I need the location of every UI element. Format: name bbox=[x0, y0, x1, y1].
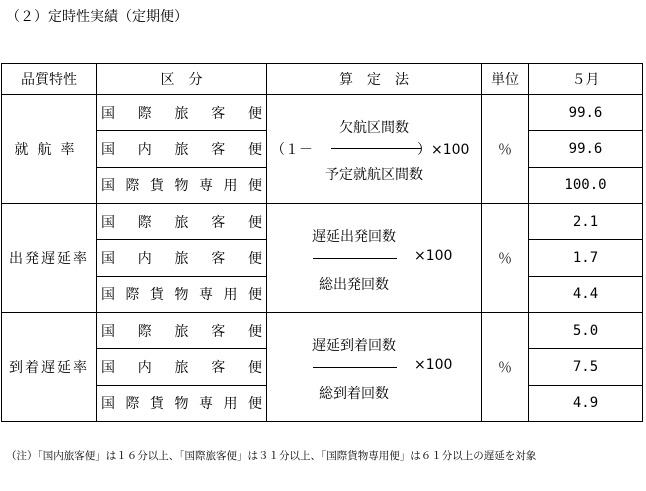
category-cell: 就航率 bbox=[2, 95, 97, 204]
fraction-line bbox=[313, 367, 397, 368]
segment-cell: 国内旅客便 bbox=[97, 131, 267, 167]
formula-close: ）×100 bbox=[417, 142, 470, 158]
formula-numerator: 遅延出発回数 bbox=[312, 229, 396, 245]
header-quality: 品質特性 bbox=[2, 64, 97, 95]
formula-denominator: 総出発回数 bbox=[319, 277, 389, 293]
header-unit: 単位 bbox=[482, 64, 529, 95]
formula-cell bbox=[267, 204, 482, 313]
formula-close: ×100 bbox=[414, 357, 453, 373]
punctuality-table bbox=[1, 63, 643, 422]
formula-numerator: 遅延到着回数 bbox=[312, 338, 396, 354]
segment-cell: 国内旅客便 bbox=[97, 240, 267, 276]
segment-cell: 国際旅客便 bbox=[97, 204, 267, 240]
header-segment: 区 分 bbox=[97, 64, 267, 95]
segment-cell: 国際貨物専用便 bbox=[97, 276, 267, 312]
table-row bbox=[2, 95, 643, 131]
value-cell: 1.7 bbox=[529, 240, 643, 276]
formula-cell bbox=[267, 313, 482, 422]
segment-cell: 国内旅客便 bbox=[97, 349, 267, 385]
category-cell: 出発遅延率 bbox=[2, 204, 97, 313]
table-row bbox=[2, 313, 643, 349]
formula-open: （１－ bbox=[271, 142, 313, 158]
formula-close: ×100 bbox=[414, 248, 453, 264]
formula-numerator: 欠航区間数 bbox=[339, 120, 409, 136]
table-row bbox=[2, 204, 643, 240]
unit-cell: ％ bbox=[482, 95, 529, 204]
header-row bbox=[2, 64, 643, 95]
formula-cell bbox=[267, 95, 482, 204]
value-cell: 100.0 bbox=[529, 167, 643, 203]
section-heading: （２）定時性実績（定期便） bbox=[6, 9, 188, 25]
value-cell: 99.6 bbox=[529, 131, 643, 167]
unit-cell: ％ bbox=[482, 204, 529, 313]
value-cell: 7.5 bbox=[529, 349, 643, 385]
value-cell: 4.4 bbox=[529, 276, 643, 312]
unit-cell: ％ bbox=[482, 313, 529, 422]
value-cell: 99.6 bbox=[529, 95, 643, 131]
segment-cell: 国際貨物専用便 bbox=[97, 167, 267, 203]
formula-denominator: 総到着回数 bbox=[319, 386, 389, 402]
header-formula: 算 定 法 bbox=[267, 64, 482, 95]
category-cell: 到着遅延率 bbox=[2, 313, 97, 422]
footnote: （注）「国内旅客便」は１６分以上、「国際旅客便」は３１分以上、「国際貨物専用便」は６１分以上の遅延を対象 bbox=[6, 450, 537, 462]
fraction-line bbox=[313, 258, 397, 259]
segment-cell: 国際貨物専用便 bbox=[97, 385, 267, 421]
header-month: ５月 bbox=[529, 64, 643, 95]
formula-denominator: 予定就航区間数 bbox=[325, 167, 423, 183]
segment-cell: 国際旅客便 bbox=[97, 95, 267, 131]
segment-cell: 国際旅客便 bbox=[97, 313, 267, 349]
value-cell: 4.9 bbox=[529, 385, 643, 421]
value-cell: 5.0 bbox=[529, 313, 643, 349]
value-cell: 2.1 bbox=[529, 204, 643, 240]
fraction-line bbox=[331, 148, 421, 149]
